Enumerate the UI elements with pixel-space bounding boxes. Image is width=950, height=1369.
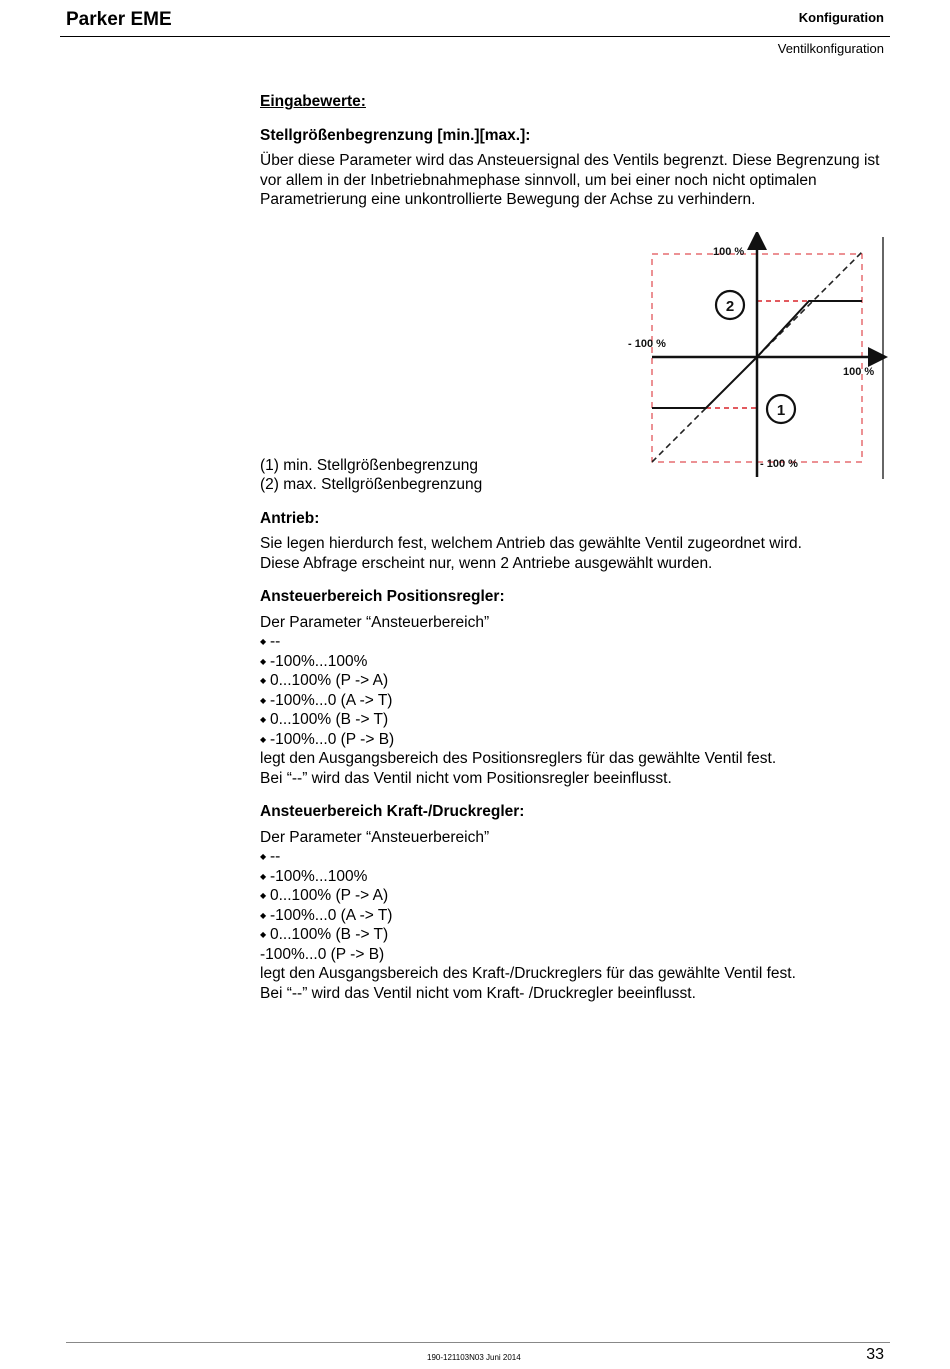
position-option: ◆ -100%...0 (A -> T) <box>260 691 890 711</box>
position-range-text-2: Bei “--” wird das Ventil nicht vom Positionsregler beeinflusst. <box>260 769 672 787</box>
marker-2-label: 2 <box>725 298 735 315</box>
header-divider <box>60 36 890 37</box>
position-range-heading: Ansteuerbereich Positionsregler: <box>260 588 505 605</box>
legend-min: (1) min. Stellgrößenbegrenzung <box>260 456 478 474</box>
force-option: ◆ 0...100% (B -> T) <box>260 925 890 945</box>
force-range-intro: Der Parameter “Ansteuerbereich” <box>260 828 490 846</box>
label-bottom: - 100 % <box>760 458 798 470</box>
label-right: 100 % <box>843 366 875 378</box>
section-title: Konfiguration <box>798 10 884 25</box>
footer-divider <box>66 1342 890 1343</box>
drive-heading: Antrieb: <box>260 509 320 527</box>
input-values-heading: Eingabewerte: <box>260 93 366 110</box>
position-range-intro: Der Parameter “Ansteuerbereich” <box>260 613 490 631</box>
drive-text-2: Diese Abfrage erscheint nur, wenn 2 Antriebe ausgewählt wurden. <box>260 554 713 572</box>
document-number: 190-121103N03 Juni 2014 <box>427 1353 521 1362</box>
position-range-text-1: legt den Ausgangsbereich des Positionsreglers für das gewählte Ventil fest. <box>260 750 777 767</box>
label-top: 100 % <box>713 246 745 258</box>
subsection-title: Ventilkonfiguration <box>777 41 884 56</box>
content-column <box>260 92 890 1003</box>
drive-text-1: Sie legen hierdurch fest, welchem Antrieb das gewählte Ventil zugeordnet wird. <box>260 535 802 552</box>
position-option: ◆ -100%...0 (P -> B) <box>260 730 890 750</box>
force-option: ◆ -- <box>260 847 890 867</box>
force-option: ◆ -100%...0 (A -> T) <box>260 906 890 926</box>
position-option: ◆ 0...100% (P -> A) <box>260 671 890 691</box>
force-option: ◆ -100%...100% <box>260 867 890 887</box>
position-option: ◆ -- <box>260 632 890 652</box>
brand-title: Parker EME <box>66 9 172 30</box>
limit-description: Über diese Parameter wird das Ansteuersignal des Ventils begrenzt. Diese Begrenzung ist vor allem in der Inbetriebnahmephase sinnvoll, um bei einer noch nicht optimalen Parametrierung eine unkontrollierte Bewegung der Achse zu verhindern. <box>260 152 880 208</box>
label-left: - 100 % <box>628 338 666 350</box>
force-range-text-2: Bei “--” wird das Ventil nicht vom Kraft- /Druckregler beeinflusst. <box>260 984 696 1002</box>
position-option: ◆ -100%...100% <box>260 652 890 672</box>
marker-1-label: 1 <box>776 402 786 419</box>
diagram-spacer <box>260 210 890 456</box>
force-range-heading: Ansteuerbereich Kraft-/Druckregler: <box>260 803 525 820</box>
page-number: 33 <box>866 1346 884 1363</box>
position-option: ◆ 0...100% (B -> T) <box>260 710 890 730</box>
force-option-plain: -100%...0 (P -> B) <box>260 945 385 963</box>
limit-heading: Stellgrößenbegrenzung [min.][max.]: <box>260 126 531 144</box>
force-range-text-1: legt den Ausgangsbereich des Kraft-/Druckreglers für das gewählte Ventil fest. <box>260 965 796 982</box>
force-option: ◆ 0...100% (P -> A) <box>260 886 890 906</box>
legend-max: (2) max. Stellgrößenbegrenzung <box>260 476 483 493</box>
